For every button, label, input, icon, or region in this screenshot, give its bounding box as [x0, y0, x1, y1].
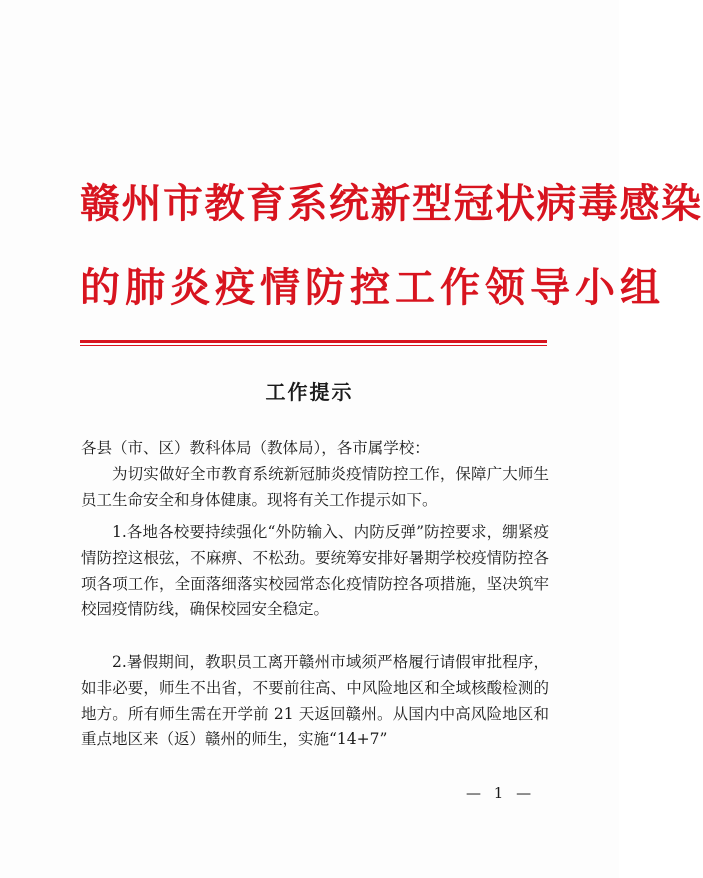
paragraph-text: 为切实做好全市教育系统新冠肺炎疫情防控工作，保障广大师生员工生命安全和身体健康。现将有关工作提示如下。	[81, 465, 549, 509]
paragraph-item-2	[81, 650, 549, 753]
red-separator-thin	[80, 345, 547, 346]
paragraph-item-1	[81, 520, 549, 623]
paragraph-text: 1.各地各校要持续强化“外防输入、内防反弹”防控要求，绷紧疫情防控这根弦，不麻痹、不松劲。要统筹安排好暑期学校疫情防控各项各项工作，全面落细落实校园常态化疫情防控各项措施，坚决筑牢校园疫情防线，确保校园安全稳定。	[81, 523, 549, 619]
paragraph-intro	[81, 462, 549, 514]
page-number: — 1 —	[466, 784, 536, 802]
issuer-header-line-1: 赣州市教育系统新型冠状病毒感染	[80, 180, 703, 227]
document-title: 工作提示	[265, 380, 354, 404]
red-separator-thick	[80, 340, 547, 343]
salutation-text: 各县（市、区）教科体局（教体局），各市属学校：	[81, 439, 430, 457]
salutation	[81, 436, 549, 462]
paragraph-text: 2.暑假期间，教职员工离开赣州市域须严格履行请假审批程序，如非必要，师生不出省，不要前往高、中风险地区和全域核酸检测的地方。所有师生需在开学前 21 天返回赣州。从国内中高风险地区和重点地区来（返）赣州的师生，实施“14+7”	[81, 653, 549, 749]
issuer-header-line-2: 的肺炎疫情防控工作领导小组	[80, 264, 665, 311]
